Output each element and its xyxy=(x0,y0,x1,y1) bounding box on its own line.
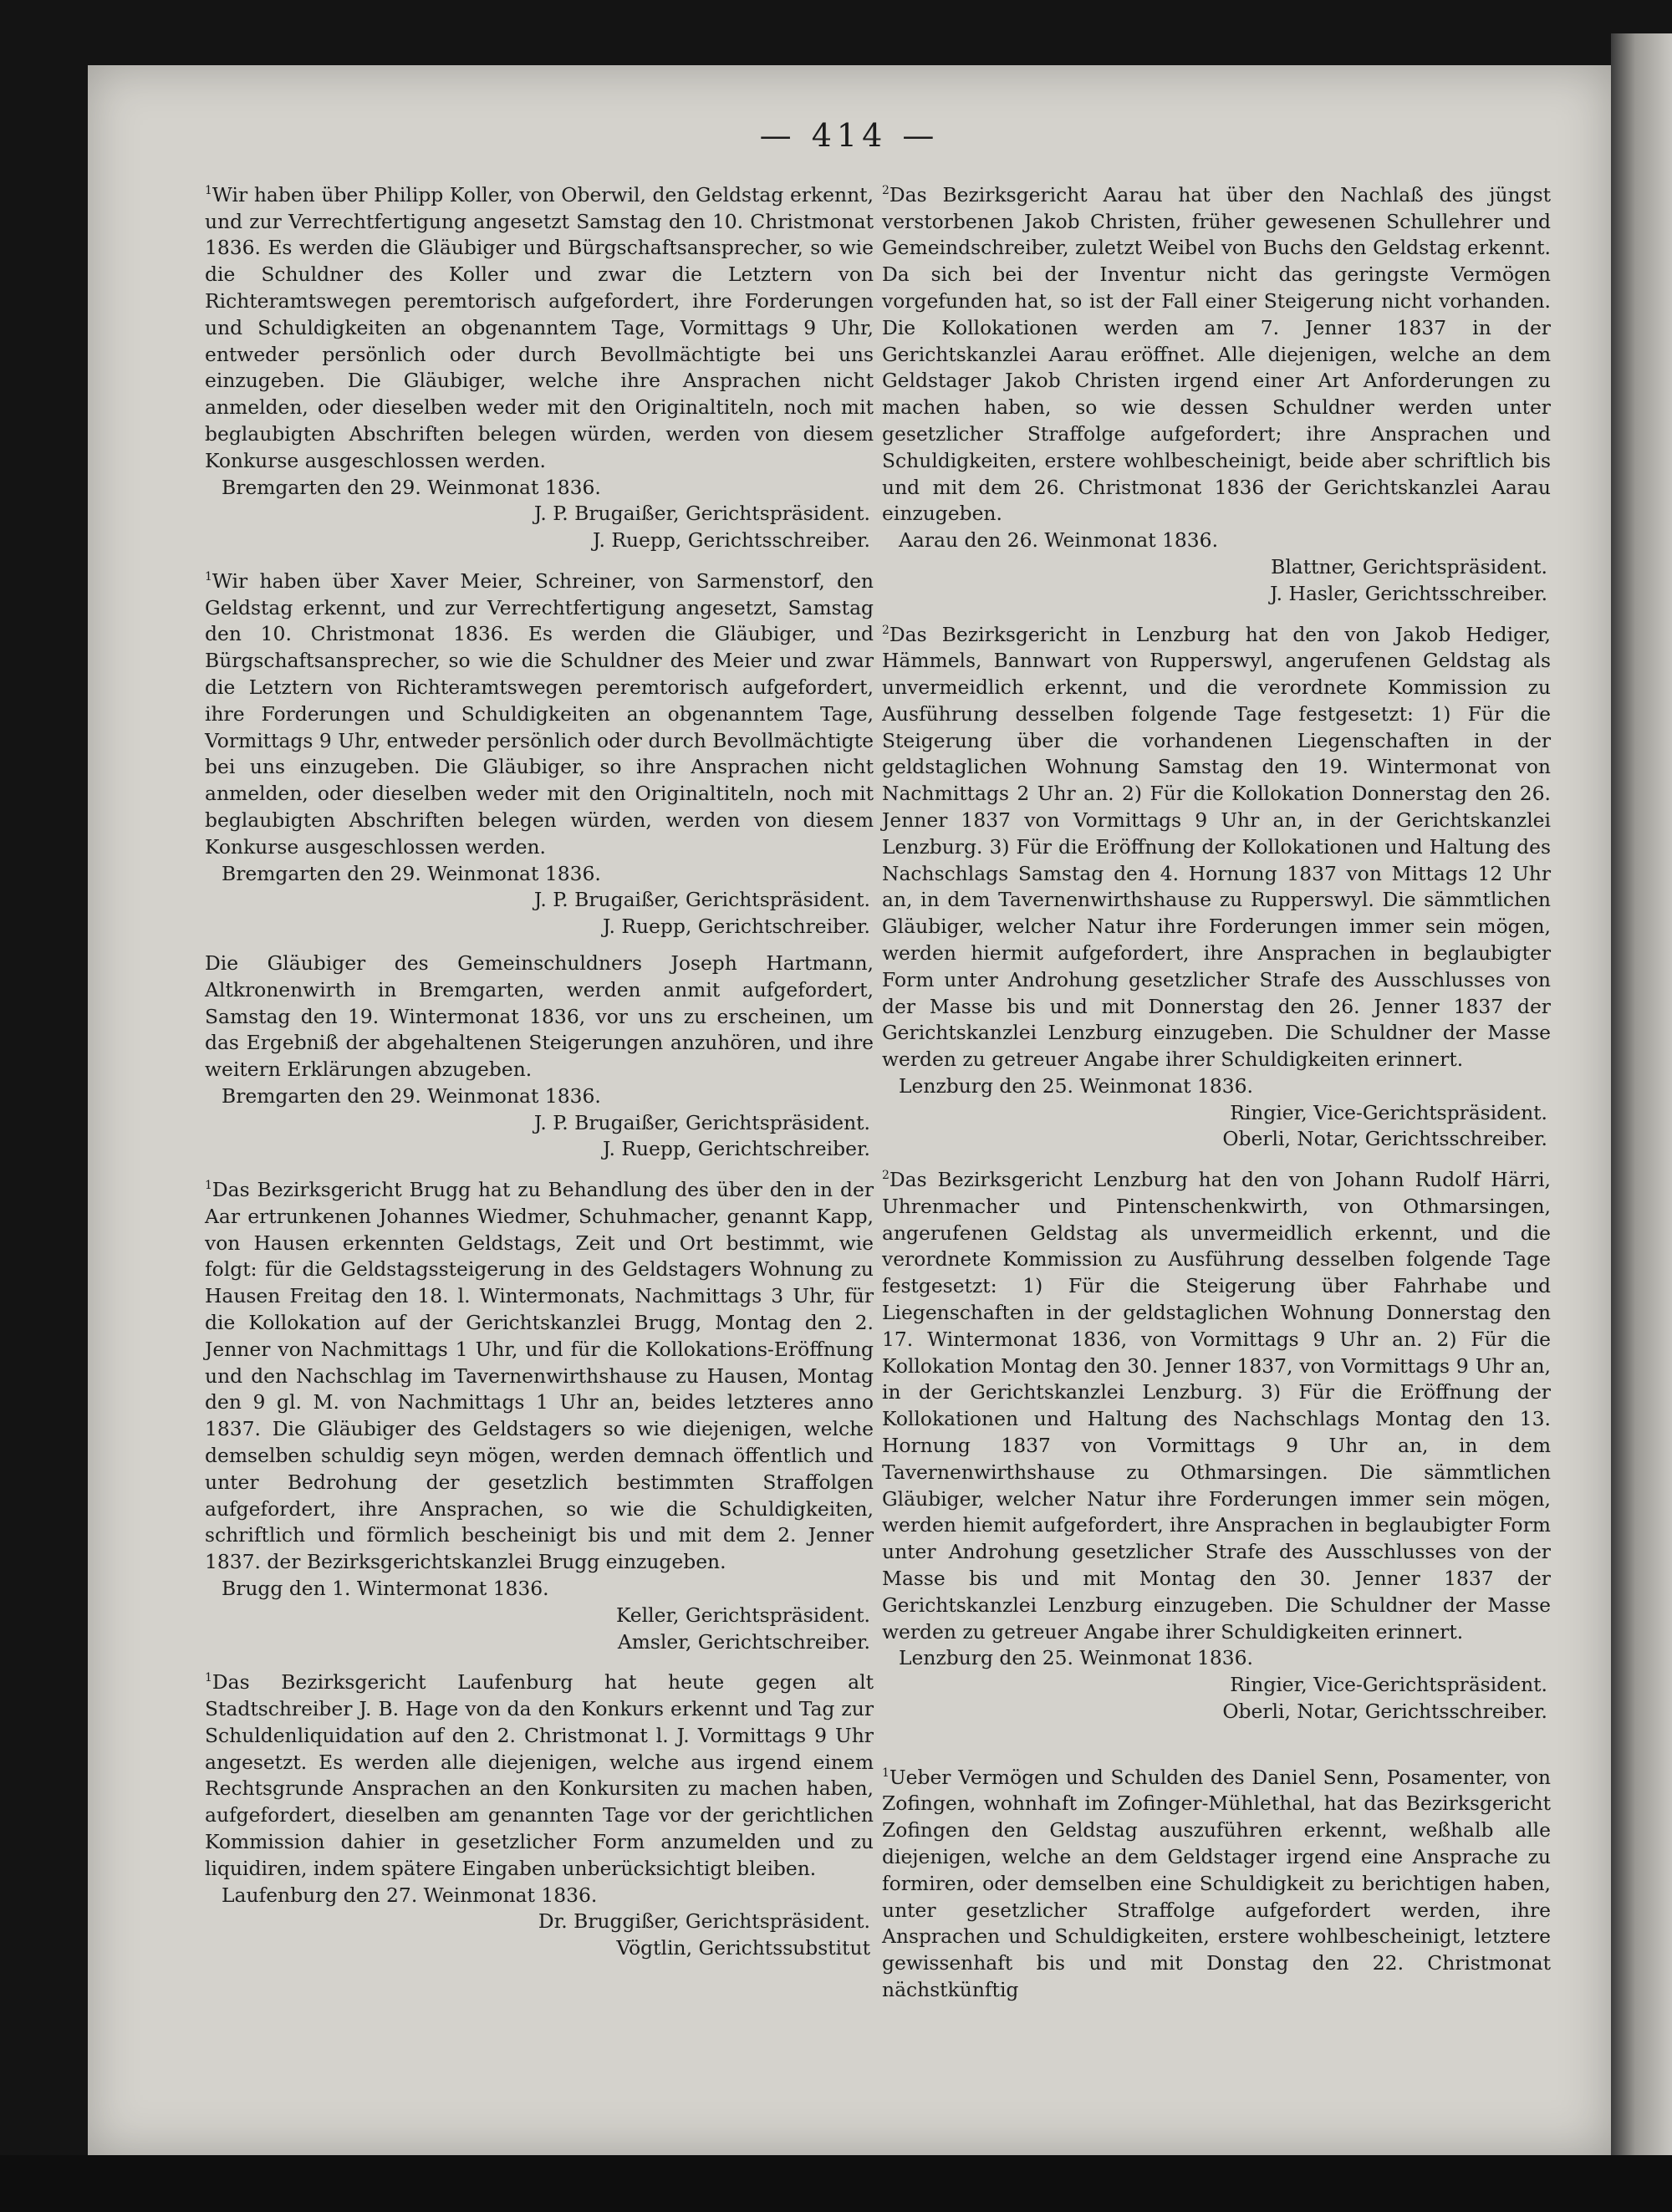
notice-haerri xyxy=(882,1163,1551,1725)
notice-text: Das Bezirksgericht Lenzburg hat den von Johann Rudolf Härri, Uhrenmacher und Pintenschenkwirth, von Othmarsingen, angerufenen Geldstag als unvermeidlich erkennt, und die verordnete Kommission zu Ausführung desselben folgende Tage festgesetzt: 1) Für die Steigerung über Fahrhabe und Liegenschaften in der geldstaglichen Wohnung Donnerstag den 17. Wintermonat 1836, von Vormittags 9 Uhr an. 2) Für die Kollokation Montag den 30. Jenner 1837, von Vormittags 9 Uhr an, in der Gerichtskanzlei Lenzburg. 3) Für die Eröffnung der Kollokationen und Haltung des Nachschlags Montag den 13. Hornung 1837 von Vormittags 9 Uhr an, in dem Tavernenwirthshause zu Othmarsingen. Die sämmtlichen Gläubiger, welcher Natur ihre Forderungen immer sein mögen, werden hiemit aufgefordert, ihre Ansprachen in beglaubigter Form unter Androhung gesetzlicher Strafe des Ausschlusses von der Masse bis und mit Montag den 30. Jenner 1837 der Gerichtskanzlei Lenzburg einzugeben. Die Schuldner der Masse werden zu getreuer Angabe ihrer Schuldigkeiten erinnert. xyxy=(882,1168,1551,1644)
scan-border xyxy=(0,2155,1672,2212)
footnote-marker: 2 xyxy=(882,1169,890,1183)
footnote-marker: 2 xyxy=(882,184,890,197)
notice-meier xyxy=(205,564,874,940)
signature-clerk: Oberli, Notar, Gerichtsschreiber. xyxy=(1222,1127,1547,1151)
signature-clerk: J. Hasler, Gerichtsschreiber. xyxy=(1270,581,1547,605)
signature-president: J. P. Brugaißer, Gerichtspräsident. xyxy=(533,1110,870,1134)
notice-text: Die Gläubiger des Gemeinschuldners Joseph Hartmann, Altkronenwirth in Bremgarten, werden anmit aufgefordert, Samstag den 19. Wintermonat 1836, vor uns zu erscheinen, um das Ergebniß der abgehaltenen Steigerungen anzuhören, und ihre weitern Erklärungen abzugeben. xyxy=(205,951,874,1082)
notice-hage xyxy=(205,1665,874,1962)
notice-text: Das Bezirksgericht Aarau hat über den Nachlaß des jüngst verstorbenen Jakob Christen, früher gewesenen Schullehrer und Gemeindschreiber, zuletzt Weibel von Buchs den Geldstag erkennt. Da sich bei der Inventur nicht das geringste Vermögen vorgefunden hat, so ist der Fall einer Steigerung nicht vorhanden. Die Kollokationen werden am 7. Jenner 1837 in der Gerichtskanzlei Aarau eröffnet. Alle diejenigen, welche an dem Geldstager Jakob Christen irgend einer Art Anforderungen zu machen haben, so wie dessen Schuldner werden unter gesetzlicher Straffolge aufgefordert; ihre Ansprachen und Schuldigkeiten, erstere wohlbescheinigt, beide aber schriftlich bis und mit dem 26. Christmonat 1836 der Gerichtskanzlei Aarau einzugeben. xyxy=(882,182,1551,526)
notice-place-date: Aarau den 26. Weinmonat 1836. xyxy=(899,528,1219,553)
signature-clerk: Amsler, Gerichtschreiber. xyxy=(617,1629,870,1654)
right-column xyxy=(882,178,1551,2014)
signature-president: Dr. Bruggißer, Gerichtspräsident. xyxy=(538,1909,870,1934)
notice-place-date: Lenzburg den 25. Weinmonat 1836. xyxy=(899,1646,1253,1670)
left-column xyxy=(205,178,874,1972)
notice-place-date: Bremgarten den 29. Weinmonat 1836. xyxy=(222,861,601,885)
notice-wiedmer xyxy=(205,1173,874,1655)
footnote-marker: 1 xyxy=(205,184,212,197)
footnote-marker: 1 xyxy=(205,1179,212,1193)
notice-place-date: Bremgarten den 29. Weinmonat 1836. xyxy=(222,475,601,499)
notice-place-date: Brugg den 1. Wintermonat 1836. xyxy=(222,1577,549,1601)
signature-president: J. P. Brugaißer, Gerichtspräsident. xyxy=(533,888,870,912)
notice-text: Das Bezirksgericht Laufenburg hat heute gegen alt Stadtschreiber J. B. Hage von da den Konkurs erkennt und Tag zur Schuldenliquidation auf den 2. Christmonat l. J. Vormittags 9 Uhr angesetzt. Es werden alle diejenigen, welche aus irgend einem Rechtsgrunde Ansprachen an den Konkursiten zu machen haben, aufgefordert, dieselben am genannten Tage vor der gerichtlichen Kommission dahier in gesetzlicher Form anzumelden und zu liquidiren, indem spätere Eingaben unberücksichtigt bleiben. xyxy=(205,1670,874,1880)
notice-text: Wir haben über Xaver Meier, Schreiner, von Sarmenstorf, den Geldstag erkennt, und zur Verrechtfertigung angesetzt, Samstag den 10. Christmonat 1836. Es werden die Gläubiger, und Bürgschaftsansprecher, so wie die Schuldner des Meier und zwar die Letztern von Richteramtswegen peremtorisch aufgefordert, ihre Forderungen und Schuldigkeiten an obgenanntem Tage, Vormittags 9 Uhr, entweder persönlich oder durch Bevollmächtigte bei uns einzugeben. Die Gläubiger, so ihre Ansprachen nicht anmelden, oder dieselben weder mit den Originaltiteln, noch mit beglaubigten Abschriften belegen würden, werden von diesem Konkurse ausgeschlossen werden. xyxy=(205,568,874,859)
notice-text: Ueber Vermögen und Schulden des Daniel Senn, Posamenter, von Zofingen, wohnhaft im Zofinger-Mühlethal, hat das Bezirksgericht Zofingen den Geldstag auszuführen erkennt, weßhalb alle diejenigen, welche an dem Geldstager irgend eine Ansprache zu formiren, oder demselben eine Schuldigkeit zu berichtigen haben, unter gesetzlicher Straffolge aufgefordert werden, ihre Ansprachen und Schuldigkeiten, erstere wohlbescheinigt, letztere gewissenhaft bis und mit Donstag den 22. Christmonat nächstkünftig xyxy=(882,1765,1551,2001)
signature-clerk: J. Ruepp, Gerichtschreiber. xyxy=(602,915,870,939)
notice-place-date: Lenzburg den 25. Weinmonat 1836. xyxy=(899,1073,1253,1098)
signature-president: J. P. Brugaißer, Gerichtspräsident. xyxy=(533,502,870,526)
notice-christen xyxy=(882,178,1551,608)
document-page xyxy=(88,65,1611,2155)
signature-president: Ringier, Vice-Gerichtspräsident. xyxy=(1230,1100,1547,1124)
signature-president: Ringier, Vice-Gerichtspräsident. xyxy=(1230,1673,1547,1697)
signature-clerk: J. Ruepp, Gerichtsschreiber. xyxy=(592,528,870,553)
notice-text: Das Bezirksgericht in Lenzburg hat den von Jakob Hediger, Hämmels, Bannwart von Rupperswyl, angerufenen Geldstag als unvermeidlich erkennt, und die verordnete Kommission zu Ausführung desselben folgende Tage festgesetzt: 1) Für die Steigerung über die vorhandenen Liegenschaften in der geldstaglichen Wohnung Samstag den 19. Wintermonat von Nachmittags 2 Uhr an. 2) Für die Kollokation Donnerstag den 26. Jenner 1837 von Vormittags 9 Uhr an, in der Gerichtskanzlei Lenzburg. 3) Für die Eröffnung der Kollokationen und Haltung des Nachschlags Samstag den 4. Hornung 1837 von Mittags 12 Uhr an, in dem Tavernenwirthshause zu Rupperswyl. Die sämmtlichen Gläubiger, welcher Natur ihre Forderungen immer sein mögen, werden hiermit aufgefordert, ihre Ansprachen in beglaubigter Form unter Androhung gesetzlicher Strafe des Ausschlusses von der Masse bis und mit Donnerstag den 26. Jenner 1837 der Gerichtskanzlei Lenzburg einzugeben. Die Schuldner der Masse werden zu getreuer Angabe ihrer Schuldigkeiten erinnert. xyxy=(882,622,1551,1072)
notice-place-date: Bremgarten den 29. Weinmonat 1836. xyxy=(222,1083,601,1108)
notice-place-date: Laufenburg den 27. Weinmonat 1836. xyxy=(222,1883,598,1907)
notice-hartmann xyxy=(205,951,874,1163)
footnote-marker: 1 xyxy=(205,569,212,584)
notice-senn xyxy=(882,1761,1551,2004)
notice-text: Wir haben über Philipp Koller, von Oberwil, den Geldstag erkennt, und zur Verrechtfertigung angesetzt Samstag den 10. Christmonat 1836. Es werden die Gläubiger und Bürgschaftsansprecher, so wie die Schuldner des Koller und zwar die Letztern von Richteramtswegen peremtorisch aufgefordert, ihre Forderungen und Schuldigkeiten an obgenanntem Tage, Vormittags 9 Uhr, entweder persönlich oder durch Bevollmächtigte bei uns einzugeben. Die Gläubiger, welche ihre Ansprachen nicht anmelden, oder dieselben weder mit den Originaltiteln, noch mit beglaubigten Abschriften belegen würden, werden von diesem Konkurse ausgeschlossen werden. xyxy=(205,182,874,472)
adjacent-page-edge xyxy=(1611,33,1672,2182)
notice-koller xyxy=(205,178,874,554)
footnote-marker: 1 xyxy=(882,1766,890,1780)
signature-clerk: Vögtlin, Gerichtssubstitut xyxy=(616,1936,870,1960)
signature-clerk: Oberli, Notar, Gerichtsschreiber. xyxy=(1222,1700,1547,1724)
footnote-marker: 2 xyxy=(882,623,890,637)
section-gap xyxy=(882,1735,1551,1761)
signature-clerk: J. Ruepp, Gerichtschreiber. xyxy=(602,1137,870,1161)
signature-president: Keller, Gerichtspräsident. xyxy=(615,1603,870,1627)
page-number: — 414 — xyxy=(759,117,940,154)
notice-hediger xyxy=(882,618,1551,1154)
signature-president: Blattner, Gerichtspräsident. xyxy=(1271,554,1547,578)
notice-text: Das Bezirksgericht Brugg hat zu Behandlung des über den in der Aar ertrunkenen Johannes Wiedmer, Schuhmacher, genannt Kapp, von Hausen erkennten Geldstags, Zeit und Ort bestimmt, wie folgt: für die Geldstagssteigerung in des Geldstagers Wohnung zu Hausen Freitag den 18. l. Wintermonats, Nachmittags 3 Uhr, für die Kollokation auf der Gerichtskanzlei Brugg, Montag den 2. Jenner von Nachmittags 1 Uhr, und für die Kollokations-Eröffnung und den Nachschlag im Tavernenwirthshause zu Hausen, Montag den 9 gl. M. von Nachmittags 1 Uhr an, beides letzteres anno 1837. Die Gläubiger des Geldstagers so wie diejenigen, welche demselben schuldig seyn mögen, werden demnach öffentlich und unter Bedrohung der gesetzlich bestimmten Straffolgen aufgefordert, ihre Ansprachen, so wie die Schuldigkeiten, schriftlich und förmlich bescheinigt bis und mit dem 2. Jenner 1837. der Bezirksgerichtskanzlei Brugg einzugeben. xyxy=(205,1178,874,1574)
footnote-marker: 1 xyxy=(205,1671,212,1685)
